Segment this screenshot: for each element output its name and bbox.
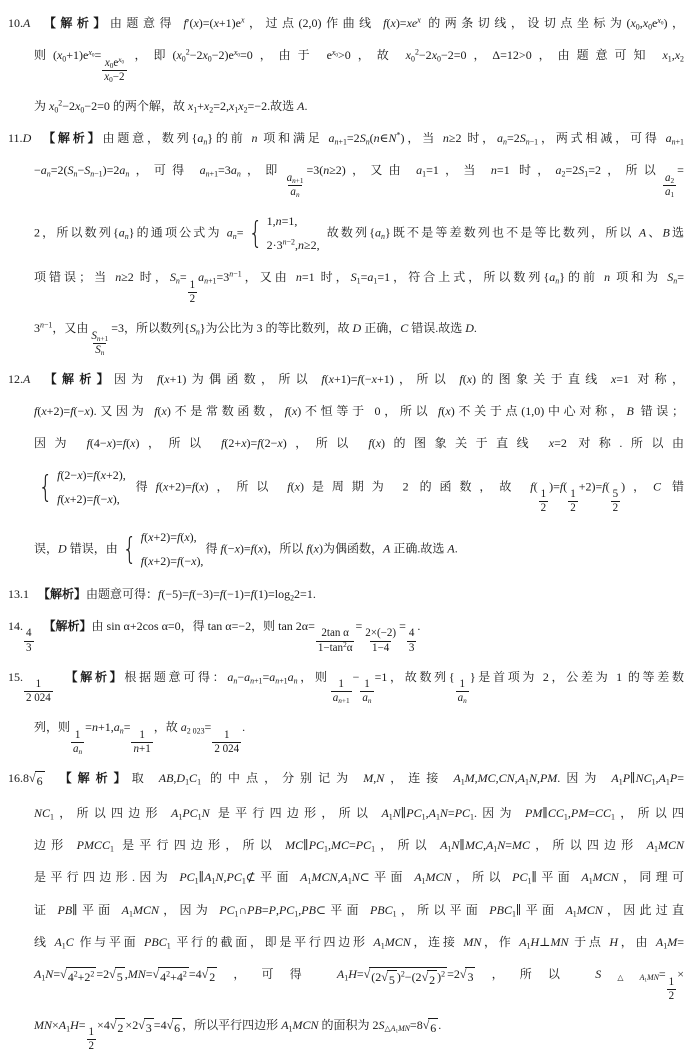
fraction: $\frac{1}{2}$	[189, 278, 196, 305]
square-root: √ 2	[422, 970, 438, 990]
question-number-answer: 15. $\frac{1}{2 024}$	[8, 669, 51, 705]
fraction: $\frac{4}{3}$	[408, 627, 415, 654]
analysis-tag: 【解析】	[39, 16, 110, 30]
analysis-tag: 【解析】	[38, 586, 87, 601]
fraction: $\frac{1}{n+1}$	[133, 728, 151, 755]
solution-question-13	[8, 585, 684, 604]
square-root: √ 2	[202, 967, 218, 987]
solution-question-10	[8, 14, 684, 116]
solution-line: 14. $\frac{4}{3}$ 【解析】由 sin α+2cos α=0，得 tan α=−2，则 tan 2α= $\frac{\text{2tan α}}{1-\tan^2\alpha}$ = $\frac{2\times(-2)}{1-4}$ = $\frac{4}{3}$ .	[8, 618, 421, 654]
analysis-tag: 【解析】	[39, 371, 114, 386]
radical-sign: √	[421, 970, 429, 984]
fraction: $\frac{1}{2}$	[540, 488, 547, 515]
fraction: $\frac{S_{n+1}}{S_n}$	[91, 329, 109, 357]
left-brace: {	[122, 531, 137, 567]
square-root: √ 5	[381, 970, 397, 990]
fraction: $\frac{1}{2}$	[88, 1026, 95, 1053]
question-number-answer: 12.A	[8, 371, 31, 386]
radical-sign: √	[363, 967, 371, 981]
fraction: $\frac{x_0e^{x_0}}{x_0-2}$	[104, 55, 125, 84]
question-number-answer: 14. $\frac{4}{3}$	[8, 618, 32, 654]
fraction: $\frac{5}{2}$	[612, 488, 619, 515]
fraction: $\frac{1}{a_{n+1}}$	[332, 678, 350, 706]
solution-line: 12.A 【解析】因为 f(x+1)为偶函数，所以 f(x+1)=f(−x+1)，所以 f(x)的图象关于直线 x=1 对称，	[8, 371, 685, 386]
solution-line: 边形 $PMCC_1$ 是平行四边形，所以 $MC\parallel PC_1,MC=PC_1$，所以 $A_1N\parallel MC,A_1N=MC$，所以四边形 $A_1MCN$	[34, 838, 684, 854]
solution-line: $A_1N=$ √ $4^2+2^2$ =2 √ 5 ,MN= √ $4^2+4^2$ =4 √ 2 ，可得 $A_1H=$ √ (2 √ 5 )$^2$−(2 √ 2 )$^2$ =2 √ 3 ，所以 $S_{\triangle A_1MN}=$ $\frac{1}{2}$ ×	[34, 967, 684, 1002]
solution-line: 15. $\frac{1}{2 024}$ 【解析】根据题意可得：$a_n-a_{n+1}=a_{n+1}a_n$，则 $\frac{1}{a_{n+1}}$ − $\frac{1}{a_n}$ =1，故数列{ $\frac{1}{a_n}$ }是首项为 2，公差为 1 的等差数	[8, 669, 684, 706]
left-brace: {	[38, 469, 53, 505]
square-root: √ 3	[460, 967, 476, 987]
radical-sign: √	[201, 967, 209, 981]
solution-line: 16.8 √ 6 【解析】取 $AB,D_1C_1$ 的中点，分别记为 M,N，连接 $A_1M,MC,CN,A_1N,PM$.因为 $A_1P\parallel NC_1,A_1P=$	[8, 769, 684, 791]
cases-bracket: { 1,n=1, $2\cdot 3^{n-2},n\ge 2$,	[247, 213, 320, 253]
square-root: √ 3	[138, 1018, 154, 1038]
solution-line: 为 $x_0^2-2x_0-2=0$ 的两个解，故 $x_1+x_2=2,x_1x_2=-2$.故选 A.	[34, 98, 308, 115]
solution-line: 因为 f(4−x)=f(x)，所以 f(2+x)=f(2−x)，所以 f(x)的图象关于直线 x=2 对称.所以由	[34, 436, 684, 450]
fraction: $\frac{a_{n+1}}{a_n}$	[286, 171, 304, 200]
cases-bracket: { f(x+2)=f(x), f(x+2)=f(−x),	[122, 530, 204, 569]
square-root: √ 6	[423, 1018, 439, 1038]
solution-line: $MN\times A_1H=$ $\frac{1}{2}$ ×4 √ 2 ×2 √ 3 =4 √ 6 ，所以平行四边形 $A_1MCN$ 的面积为 $2S_{\triangle A_1MN}=8$ √ 6 .	[34, 1017, 442, 1053]
solution-line: { f(2−x)=f(x+2), f(x+2)=f(−x), 得f(x+2)=f(x)，所以 f(x)是周期为 2 的函数，故 f( $\frac{1}{2}$ )=f( $\frac{1}{2}$ +2)=f( $\frac{5}{2}$ )，C 错	[8, 466, 684, 515]
analysis-tag: 【解析】	[62, 669, 125, 684]
square-root: √ (2 √ 5 )$^2$−(2 √ 2 )$^2$	[364, 967, 447, 990]
solution-line: 项错误；当 n≥2 时，$S_n=$ $\frac{1}{2}$ $a_{n+1}=3^{n-1}$，又由 n=1 时，$S_1=a_1=1$，符合上式，所以数列$\{a_n\}$的前 n 项和为 $S_n=$	[34, 269, 684, 305]
fraction: $\frac{1}{2}$	[570, 488, 576, 515]
square-root: √ 6	[167, 1018, 183, 1038]
solution-line: 13.1 【解析】由题意可得：$f(-5)=f(-3)=f(-1)=f(1)=\log_22=1$.	[8, 586, 316, 603]
radical-sign: √	[422, 1017, 430, 1032]
solution-line: f(x+2)=f(−x).又因为 f(x)不是常数函数，f(x)不恒等于 0，所以 f(x)不关于点(1,0)中心对称，B 错误；	[34, 403, 685, 418]
radical-sign: √	[109, 1017, 117, 1032]
square-root: √ 5	[109, 967, 125, 987]
solutions-list	[8, 14, 684, 1053]
fraction: $\frac{1}{a_n}$	[457, 678, 467, 706]
solution-question-15	[8, 668, 684, 756]
analysis-tag: 【解析】	[40, 131, 103, 146]
fraction: $\frac{2\times(-2)}{1-4}$	[365, 627, 397, 654]
radical-sign: √	[138, 1017, 145, 1032]
fraction: $\frac{4}{3}$	[26, 627, 32, 654]
radical-sign: √	[109, 967, 116, 981]
left-brace: {	[247, 215, 263, 251]
solution-line: 11.D 【解析】由题意，数列$\{a_n\}$的前 n 项和满足 $a_{n+1}=2S_n(n\in N^*)$，当 n≥2 时，$a_n=2S_{n-1}$，两式相减，可得 $a_{n+1}$	[8, 130, 684, 147]
radical-sign: √	[166, 1017, 174, 1032]
question-number-answer: 11.D	[8, 131, 32, 146]
radical-sign: √	[152, 967, 160, 981]
solution-line: $3^{n-1}$，又由 $\frac{S_{n+1}}{S_n}$ =3，所以数列$\{S_n\}$为公比为 3 的等比数列，故 D 正确，C 错误.故选 D.	[34, 320, 477, 357]
question-number-answer: 16.8 √ 6	[8, 771, 45, 785]
solution-line: 是平行四边形.因为 $PC_1\parallel A_1N,PC_1⊄$平面 $A_1MCN,A_1N\subset$平面 $A_1MCN$，所以 $PC_1\parallel$平面 $A_1MCN$，同理可	[34, 870, 684, 886]
fraction: $\frac{1}{a_n}$	[73, 728, 83, 757]
fraction: $\frac{1}{a_n}$	[362, 678, 372, 706]
solution-question-11	[8, 129, 684, 357]
solution-line: 列，则 $\frac{1}{a_n}$ $=n+1,a_n=$ $\frac{1}{n+1}$ ，故 $a_{2 023}=$ $\frac{1}{2 024}$ .	[34, 720, 246, 757]
solution-line: $NC_1$，所以四边形 $A_1PC_1N$ 是平行四边形，所以 $A_1N\parallel PC_1,A_1N=PC_1$.因为 $PM\parallel CC_1,PM=CC_1$，所以四	[34, 806, 684, 822]
solution-question-16	[8, 769, 684, 1053]
radical-sign: √	[381, 970, 388, 984]
question-number-answer: 13.1	[8, 586, 29, 601]
analysis-tag: 【解析】	[53, 770, 132, 785]
solution-question-14	[8, 617, 684, 655]
square-root: √ $4^2+4^2$	[153, 967, 189, 987]
square-root: √ $4^2+2^2$	[60, 967, 96, 987]
radical-sign: √	[60, 967, 67, 981]
solution-line: 2，所以数列$\{a_n\}$的通项公式为 $a_n=$ { 1,n=1, $2\cdot 3^{n-2},n\ge 2$, 故数列$\{a_n\}$既不是等差数列也不是等比数列，所以 A、B选	[8, 212, 684, 255]
analysis-tag: 【解析】	[43, 618, 92, 633]
solution-line: $-a_n=2(S_n-S_{n-1})=2a_n$，可得 $a_{n+1}=3a_n$，即 $\frac{a_{n+1}}{a_n}$ =3(n≥2)，又由 $a_1=1$，当 n=1 时，$a_2=2S_1=2$，所以 $\frac{a_2}{a_1}$ =	[34, 163, 684, 200]
radical-sign: √	[29, 770, 36, 785]
fraction: $\frac{a_2}{a_1}$	[665, 171, 675, 200]
fraction: $\frac{1}{2 024}$	[26, 678, 51, 705]
fraction: $\frac{1}{2}$	[668, 975, 675, 1002]
fraction: $\frac{\text{2tan α}}{1-\tan^2\alpha}$	[317, 627, 353, 654]
square-root: √ 2	[110, 1018, 126, 1038]
solution-question-12	[8, 370, 684, 572]
solution-line: 误，D 错误，由 { f(x+2)=f(x), f(x+2)=f(−x), 得 f(−x)=f(x)，所以 f(x)为偶函数，A 正确.故选 A.	[8, 528, 684, 571]
solution-line: 10.A 【解析】由题意得 $f'(x)=(x+1)e^x$，过点(2,0)作曲线 $f(x)=xe^x$ 的两条切线，设切点坐标为$(x_0,x_0e^{x_0})$，	[8, 15, 684, 32]
square-root: √ 6	[29, 771, 45, 791]
question-number-answer: 10.A	[8, 16, 31, 30]
solution-line: 证 PB∥平面 $A_1MCN$，因为 $PC_1\cap PB=P,PC_1,PB\subset$平面 $PBC_1$，所以平面 $PBC_1\parallel$平面 $A_1MCN$，因此过直	[34, 902, 684, 918]
cases-bracket: { f(2−x)=f(x+2), f(x+2)=f(−x),	[38, 468, 126, 507]
radical-sign: √	[459, 967, 467, 981]
solution-line: 则$(x_0+1)e^{x_0}=$ $\frac{x_0e^{x_0}}{x_0-2}$ ，即$(x_0^2-2x_0-2)e^{x_0}=0$，由于 $e^{x_0}>0$，故 $x_0^2-2x_0-2=0$，Δ=12>0，由题意可知 $x_1,x_2$	[34, 47, 684, 84]
fraction: $\frac{1}{2 024}$	[214, 728, 240, 755]
solution-line: 线 $A_1C$ 作与平面 $PBC_1$ 平行的截面，即是平行四边形 $A_1MCN$，连接 MN，作 $A_1H\perp MN$ 于点 H，由 $A_1M=$	[34, 934, 684, 951]
